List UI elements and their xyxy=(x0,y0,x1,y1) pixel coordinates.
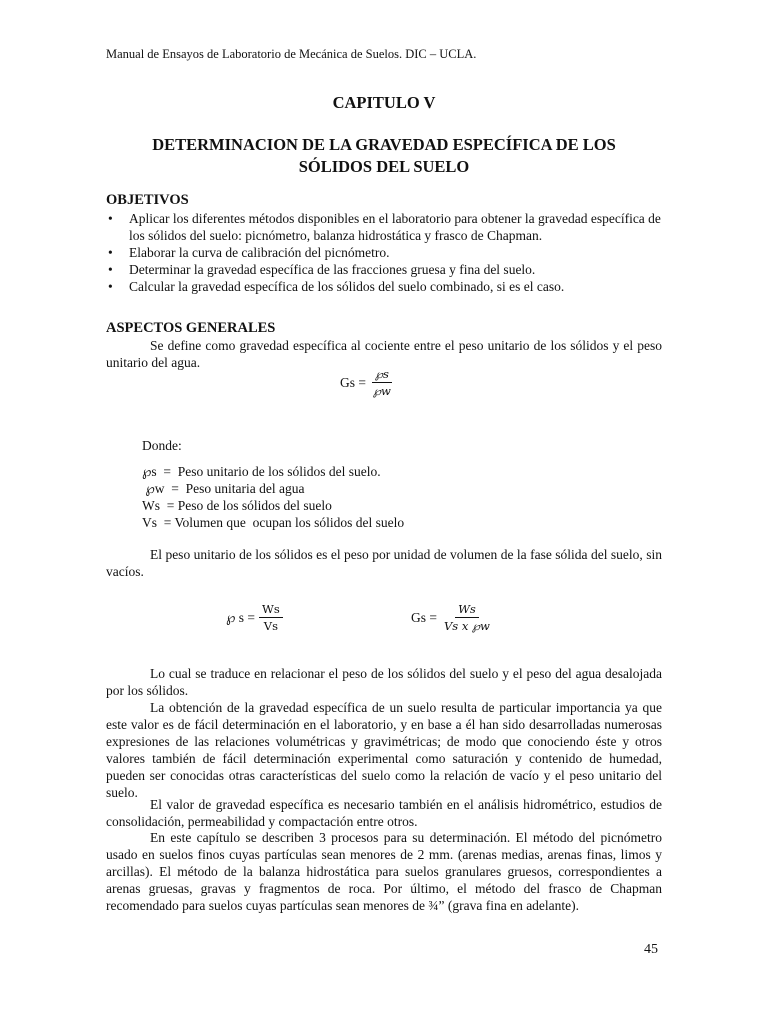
running-header: Manual de Ensayos de Laboratorio de Mecánica de Suelos. DIC – UCLA. xyxy=(106,47,477,61)
fraction xyxy=(441,602,493,633)
objetivo-text: Determinar la gravedad específica de las fracciones gruesa y fina del suelo. xyxy=(129,262,536,277)
gs-formula xyxy=(340,367,394,398)
denominator: ℘w xyxy=(373,384,391,398)
list-item xyxy=(106,244,662,261)
chapter-label: CAPITULO V xyxy=(332,93,436,112)
aspectos-heading: ASPECTOS GENERALES xyxy=(106,320,276,336)
paragraph-3: El valor de gravedad específica es necesario también en el análisis hidrométrico, estudios de consolidación, permeabilidad y compactación entre otros. xyxy=(106,797,662,829)
chapter-title-line-1: DETERMINACION DE LA GRAVEDAD ESPECÍFICA DE LOS xyxy=(152,135,616,154)
gs-expanded-formula xyxy=(411,602,493,633)
list-item xyxy=(106,278,662,295)
list-item xyxy=(106,261,662,278)
definition-item: Ws = Peso de los sólidos del suelo xyxy=(142,498,332,513)
definition-item: ℘s = Peso unitario de los sólidos del suelo. xyxy=(142,464,381,479)
chapter-title-line-2: SÓLIDOS DEL SUELO xyxy=(298,157,470,176)
formula-lhs: Gs = xyxy=(411,609,437,625)
fraction xyxy=(370,367,394,398)
formula-lhs: ℘ s = xyxy=(226,609,256,625)
intro-paragraph: Se define como gravedad específica al cociente entre el peso unitario de los sólidos y el peso unitario del agua. xyxy=(106,338,662,370)
fraction xyxy=(259,602,283,633)
paragraph-1: Lo cual se traduce en relacionar el peso de los sólidos del suelo y el peso del agua desalojada por los sólidos. xyxy=(106,666,662,698)
objetivo-text: Elaborar la curva de calibración del picnómetro. xyxy=(129,245,390,260)
denominator: Vs xyxy=(263,619,278,633)
denominator: Vs x ℘w xyxy=(444,619,490,633)
bullet-icon: • xyxy=(108,279,113,294)
paragraph-4: En este capítulo se describen 3 procesos para su determinación. El método del picnómetro usado en suelos finos cuyas partículas sean menores de 2 mm. (arenas medias, arenas finas, limos y arcillas). El método de la balanza hidrostática para suelos granulares gruesos, correspondientes a arenas gruesas, gravas y fragmentos de roca. Por último, el método del frasco de Chapman recomendado para suelos cuyas partículas sean menores de ¾” (grava fina en adelante). xyxy=(106,830,662,913)
objetivo-text: Calcular la gravedad específica de los sólidos del suelo combinado, si es el caso. xyxy=(129,279,565,294)
bullet-icon: • xyxy=(108,262,113,277)
numerator: Ws xyxy=(259,602,283,618)
numerator: ℘s xyxy=(372,367,392,383)
objetivos-list xyxy=(106,210,662,295)
chapter-title xyxy=(120,134,648,178)
list-item xyxy=(106,210,662,244)
unit-weight-paragraph: El peso unitario de los sólidos es el peso por unidad de volumen de la fase sólida del suelo, sin vacíos. xyxy=(106,547,662,579)
ps-formula xyxy=(226,602,283,633)
definition-item: Vs = Volumen que ocupan los sólidos del suelo xyxy=(142,515,405,530)
definition-item: ℘w = Peso unitaria del agua xyxy=(142,481,305,496)
objetivos-heading: OBJETIVOS xyxy=(106,192,189,208)
donde-label: Donde: xyxy=(142,438,182,453)
objetivo-text: Aplicar los diferentes métodos disponibles en el laboratorio para obtener la gravedad específica de los sólidos del suelo: picnómetro, balanza hidrostática y frasco de Chapman. xyxy=(129,211,661,243)
page-number: 45 xyxy=(644,942,658,957)
numerator: Ws xyxy=(455,602,479,618)
formula-lhs: Gs = xyxy=(340,374,366,390)
bullet-icon: • xyxy=(108,211,113,226)
bullet-icon: • xyxy=(108,245,113,260)
paragraph-2: La obtención de la gravedad específica de un suelo resulta de particular importancia ya que este valor es de fácil determinación en el laboratorio, y en base a él han sido desarrolladas numerosas expresiones de las relaciones volumétricas y gravimétricas; de modo que conociendo éste y otros valores también de fácil determinación experimental como saturación y contenido de humedad, pueden ser conocidas otras características del suelo como la relación de vacío y el peso unitario del suelo. xyxy=(106,700,662,800)
definitions-list xyxy=(142,463,404,531)
